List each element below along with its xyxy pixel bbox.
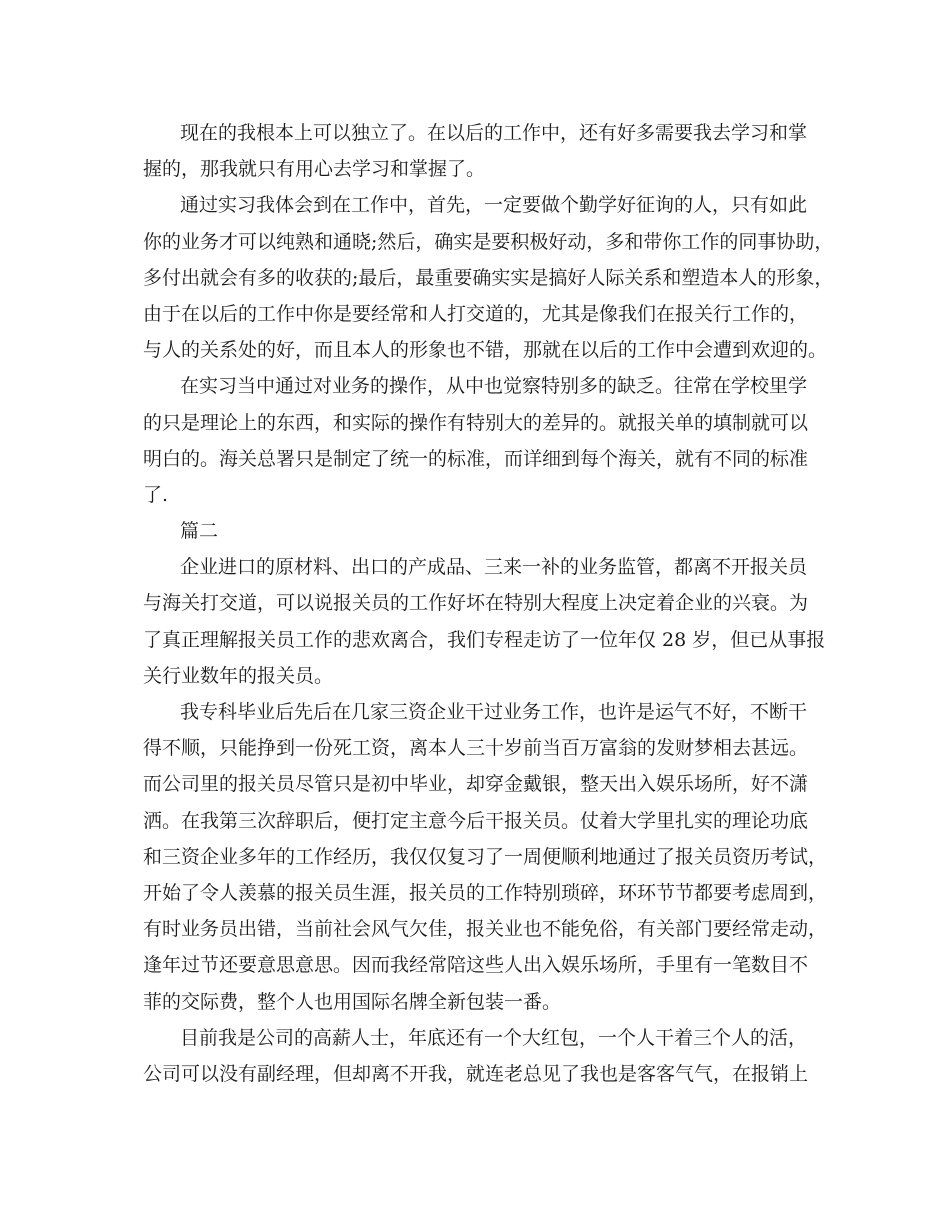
text-line: 多付出就会有多的收获的;最后，最重要确实实是搞好人际关系和塑造本人的形象， [143,266,834,289]
text-line: 握的，那我就只有用心去学习和掌握了。 [143,158,486,181]
text-line: 与人的关系处的好，而且本人的形象也不错，那就在以后的工作中会遭到欢迎的。 [143,339,828,362]
text-line: 篇二 [180,520,219,543]
document-body [143,115,834,1092]
text-line: 有时业务员出错，当前社会风气欠佳，报关业也不能免俗，有关部门要经常走动， [143,918,828,941]
text-line: 了. [143,483,169,506]
text-line: 目前我是公司的高薪人士，年底还有一个大红包，一个人干着三个人的活， [180,1026,808,1049]
text-line: 开始了令人羡慕的报关员生涯，报关员的工作特别琐碎，环环节节都要考虑周到， [143,881,828,904]
text-line: 的只是理论上的东西，和实际的操作有特别大的差异的。就报关单的填制就可以 [143,411,809,434]
text-line: 关行业数年的报关员。 [143,664,334,687]
text-line: 公司可以没有副经理，但却离不开我，就连老总见了我也是客客气气，在报销上 [143,1062,809,1085]
text-line: 你的业务才可以纯熟和通晓;然后，确实是要积极好动，多和带你工作的同事协助， [143,230,834,253]
text-line: 由于在以后的工作中你是要经常和人打交道的，尤其是像我们在报关行工作的， [143,302,809,325]
text-line: 逢年过节还要意思意思。因而我经常陪这些人出入娱乐场所，手里有一笔数目不 [143,954,809,977]
text-line: 与海关打交道，可以说报关员的工作好坏在特别大程度上决定着企业的兴衰。为 [143,592,809,615]
text-line: 洒。在我第三次辞职后，便打定主意今后干报关员。仗着大学里扎实的理论功底 [143,809,809,832]
text-line: 菲的交际费，整个人也用国际名牌全新包装一番。 [143,990,562,1013]
text-line: 得不顺，只能挣到一份死工资，离本人三十岁前当百万富翁的发财梦相去甚远。 [143,737,809,760]
text-line: 在实习当中通过对业务的操作，从中也觉察特别多的缺乏。往常在学校里学 [180,375,808,398]
text-line: 企业进口的原材料、出口的产成品、三来一补的业务监管，都离不开报关员 [180,556,808,579]
text-line: 而公司里的报关员尽管只是初中毕业，却穿金戴银，整天出入娱乐场所，好不潇 [143,773,809,796]
text-line: 明白的。海关总署只是制定了统一的标准，而详细到每个海关，就有不同的标准 [143,447,809,470]
text-line: 通过实习我体会到在工作中，首先，一定要做个勤学好征询的人，只有如此 [180,194,808,217]
text-line: 我专科毕业后先后在几家三资企业干过业务工作，也许是运气不好，不断干 [180,701,808,723]
text-line: 现在的我根本上可以独立了。在以后的工作中，还有好多需要我去学习和掌 [180,122,808,144]
text-line: 和三资企业多年的工作经历，我仅仅复习了一周便顺利地通过了报关员资历考试， [143,845,828,868]
text-line: 了真正理解报关员工作的悲欢离合，我们专程走访了一位年仅 28 岁，但已从事报 [143,628,826,651]
